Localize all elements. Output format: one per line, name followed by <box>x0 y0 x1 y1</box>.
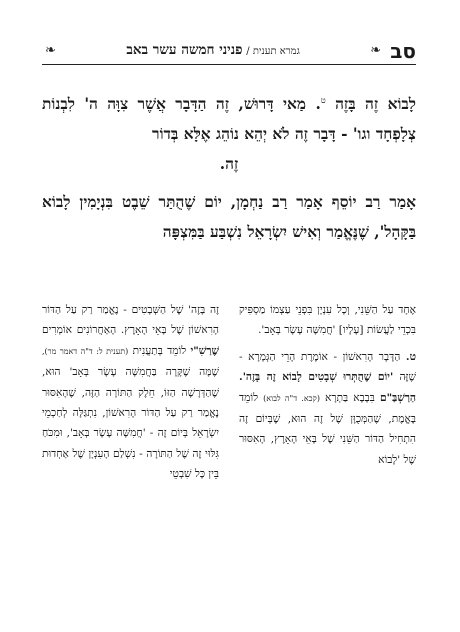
footnote-number: ט. <box>405 350 416 363</box>
page-number: סב <box>390 39 416 63</box>
gemara-paragraph-2: אָמַר רַב יוֹסֵף אָמַר רַב נַחְמָן, יוֹם שֶׁהֻתַּר שֵׁבֶט בִּנְיָמִין לָבוֹא בַּקָּהָל', שֶׁנֶּאֱמַר וְאִישׁ יִשְׂרָאֵל נִשְׁבַּע בַּמִּצְפָּה <box>42 193 416 242</box>
ornament-right-icon: ❧ <box>370 43 382 58</box>
commentary-paragraph: אֶחָד עַל הַשֵּׁנִי, וְכָל עִנְיָן בִּפְנֵי עַצְמוֹ מַסְפִּיק בִּכְדֵי לַעֲשׂוֹת [עָלָיו] 'חֲמִשָּׁה עָשָׂר בְּאָב'. <box>239 304 416 337</box>
commentary-columns <box>42 300 416 612</box>
gemara-text <box>42 86 416 255</box>
commentary-paragraph: ט. הַדָּבָר הָרִאשׁוֹן - אוֹמֶרֶת הָרֵי הַגְּמָרָא - שֶׁזֶּה 'יוֹם שֶׁהֻתְּרוּ שְׁבָטִים לָבוֹא זֶה בָּזֶה'. הַרַשְׁבַּ"ם בִּבָבָא בַּתְרָא (קכא. ד"ה לבוא) לוֹמֵד בֶּאֱמֶת, שֶׁהַמְּכֻוָּן שֶׁל זֶה הוּא, שֶׁבְּיוֹם זֶה הִתְחִיל הַדּוֹר הַשֵּׁנִי שֶׁל בָּאֵי הָאָרֶץ, הָאִסּוּר שֶׁל 'לָבוֹא <box>239 350 416 466</box>
running-title <box>59 38 367 64</box>
commentary-left-column <box>42 300 219 612</box>
running-title-main: פניני חמשה עשר באב <box>126 42 243 58</box>
ornament-left-icon: ❧ <box>45 43 56 58</box>
footnote-marker: ט <box>320 96 326 105</box>
commentary-right-column <box>239 300 416 612</box>
commentary-paragraph: זֶה בָּזֶה' שֶׁל הַשְּׁבָטִים - נֶאֱמַר רַק עַל הַדּוֹר הָרִאשׁוֹן שֶׁל בָּאֵי הָאָרֶץ. הָאַחֲרוֹנִים אוֹמְרִים שֶׁרַשִׁ"י לוֹמֵד בְּתַעֲנִית (תענית ל: ד"ה דאמר מר), שֶׁמָּה שֶׁקָּרָה בַּחֲמִשָּׁה עָשָׂר בְּאָב' הוּא, שֶׁהַדְּרָשָׁה הַזּוֹ, חֵלֶק הַתּוֹרָה הַזֶּה, שֶׁהָאִסּוּר נֶאֱמַר רַק עַל הַדּוֹר הָרִאשׁוֹן, נִתְגַּלָּה לְחַכְמֵי יִשְׂרָאֵל בְּיוֹם זֶה - 'חֲמִשָּׁה עָשָׂר בְּאָב', וּמִכֹּחַ גִּלּוּי זֶה שֶׁל הַתּוֹרָה - נִשְׁלַם הָעִנְיָן שֶׁל אַחְדוּת בֵּין כָּל שִׁבְטֵי <box>42 304 219 481</box>
gemara-paragraph-1: לָבוֹא זֶה בָּזֶה $^ט$. מַאי דָּרוּשׁ, זֶה הַדָּבָר אֲשֶׁר צִוָּה ה' לִבְנוֹת צְלָפְחָד וגו' - דָּבָר זֶה לֹא יְהֵא נוֹהֵג אֶלָּא בְּדוֹר זֶה. <box>42 95 417 174</box>
page-header <box>42 34 416 65</box>
running-title-subtitle: גמרא תענית / <box>246 46 300 57</box>
